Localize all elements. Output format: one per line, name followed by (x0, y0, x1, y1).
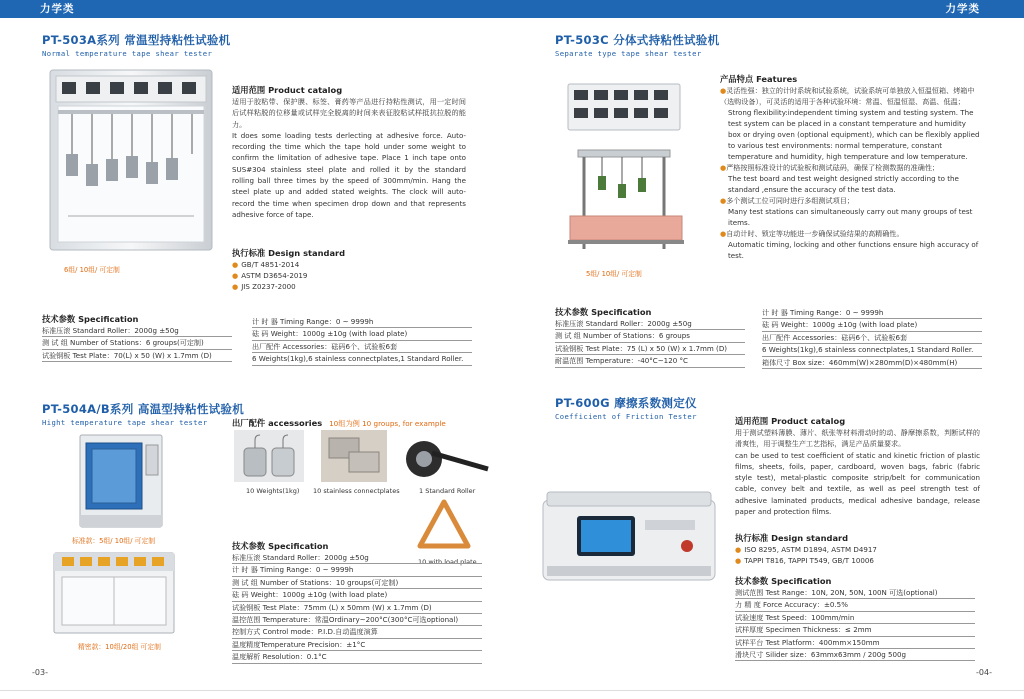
accessory-caption-weights: 10 Weights(1kg) (246, 487, 300, 495)
spec-list-600g (735, 587, 975, 661)
spec-row: 滑块尺寸 Silider size：63mmx63mm / 200g 500g (735, 649, 975, 661)
page-number-right: -04- (976, 668, 992, 677)
machine-image-504-standard (76, 431, 166, 531)
heading-design-standard-503a: 执行标准 Design standard (232, 248, 346, 258)
spec-right-503c (762, 307, 982, 369)
standard-item: ● JIS Z0237-2000 (232, 282, 296, 291)
spec-row: 试验钢板 Test Plate：70(L) x 50 (W) x 1.7mm (D) (42, 350, 232, 362)
standard-item: ● TAPPI T816, TAPPI T549, GB/T 10006 (735, 556, 874, 565)
spec-row: 试样平台 Test Platform：400mm×150mm (735, 637, 975, 649)
feature-item: ●自动计时、锁定等功能进一步确保试验结果的高精确性。 (720, 229, 904, 238)
spec-row: 测 试 组 Number of Stations：6 groups (555, 330, 745, 342)
machine-image-600g (537, 480, 722, 590)
machine-image-503a (42, 66, 222, 256)
product-subtitle-503c: Separate type tape shear tester (555, 49, 702, 58)
product-title-503c: PT-503C 分体式持粘性试验机 (555, 33, 720, 47)
product-subtitle-600g: Coefficient of Friction Tester (555, 412, 697, 421)
spec-row: 控制方式 Control mode：P.I.D.自动温度演算 (232, 626, 482, 638)
heading-specification-503c: 技术参数 Specification (555, 307, 652, 317)
spec-row: 耐温范围 Temperature：-40°C~120 °C (555, 355, 745, 367)
spec-row: 6 Weights(1kg),6 stainless connectplates,1 Standard Roller. (762, 344, 982, 356)
spec-row: 测试范围 Test Range：10N, 20N, 50N, 100N 可选(optional) (735, 587, 975, 599)
accessory-caption-roller: 1 Standard Roller (419, 487, 476, 495)
spec-row: 试样厚度 Specimen Thickness：≤ 2mm (735, 624, 975, 636)
spec-row: 计 时 器 Timing Range：0 ~ 9999h (762, 307, 982, 319)
product-subtitle-503a: Normal temperature tape shear tester (42, 49, 213, 58)
heading-specification-600g: 技术参数 Specification (735, 576, 832, 586)
caption-503c-groups: 5组/ 10组/ 可定制 (586, 270, 642, 278)
heading-specification-503a: 技术参数 Specification (42, 314, 139, 324)
description-503a-cn: 适用于胶粘带、保护膜、标签、膏药等产品进行持粘性测试，用一定时间后试样粘脱的位移量或试样完全脱离的时间来表征胶粘试样抵抗拉脱的能力。 (232, 97, 466, 129)
accessory-caption-load-plate: 10 with load plate (418, 558, 477, 566)
product-title-600g: PT-600G 摩擦系数测定仪 (555, 396, 697, 410)
heading-product-catalog-503a: 适用范围 Product catalog (232, 85, 343, 95)
spec-right-503a (252, 316, 472, 366)
accessory-caption-plates: 10 stainless connectplates (313, 487, 400, 495)
spec-row: 砝 码 Weight：1000g ±10g (with load plate) (252, 328, 472, 340)
description-503a-en: It does some loading tests derlecting at adhesive force. Auto-recording the time which the tape hold under some weight to confirm the limitation of adhesive tape. Place 1 inch tape onto SUS#304 stainless steel plate and rolled it by the standard rolling ball three times by the speed of 300mm/min. Hang the steel plate up and added stated weights. The clock will auto-record the time when specimen drop down and that represents adhesive force of tape. (232, 130, 466, 219)
header-category-left: 力学类 (40, 3, 75, 15)
header-category-right: 力学类 (945, 3, 980, 15)
feature-item-en: Many test stations can simultaneously carry out many groups of test items. (728, 207, 973, 227)
accessory-plates-image (321, 430, 387, 482)
spec-row: 温度解析 Resolution：0.1°C (232, 651, 482, 663)
product-title-503a: PT-503A系列 常温型持粘性试验机 (42, 33, 231, 47)
description-503a (232, 96, 466, 220)
spec-row: 标准压滚 Standard Roller：2000g ±50g (42, 325, 232, 337)
spec-row: 测 试 组 Number of Stations：6 groups(可定制) (42, 337, 232, 349)
machine-image-503c (562, 76, 692, 266)
spec-row: 标准压滚 Standard Roller：2000g ±50g (555, 318, 745, 330)
product-subtitle-504: Hight temperature tape shear tester (42, 418, 208, 427)
spec-row: 试验钢板 Test Plate：75mm (L) x 50mm (W) x 1.7mm (D) (232, 602, 482, 614)
accessory-triangle-plate-image (416, 498, 472, 552)
standards-list-503a (232, 259, 307, 292)
spec-row: 计 时 器 Timing Range：0 ~ 9999h (232, 564, 482, 576)
description-600g-en: can be used to test coefficient of static and kinetic friction of plastic films, sheets, foils, paper, cardboard, woven bags, fabric (fabric style test), metal-plastic composite strip/belt for communication cable, convey belt and textile, as well as peel strength test of adhesive laminated products, medical adhesive bandage, release paper and protection films. (735, 450, 980, 517)
accessories-note: 10组为例 10 groups, for example (329, 419, 446, 428)
spec-left-503c (555, 318, 745, 368)
caption-504-precision: 精密款：10组/20组 可定制 (78, 643, 161, 651)
standards-list-600g (735, 544, 877, 566)
spec-row: 测 试 组 Number of Stations：10 groups(可定制) (232, 577, 482, 589)
feature-item-en: Strong flexibility:independent timing system and testing system. The test system can be placed in a constant temperature and humidity box or drying oven (optional equipment), which can be flexibly applied to various test environments: normal temperature, constant temperature and humidity, high temperature and low temperature. (728, 108, 980, 161)
feature-item-en: The test board and test weight designed strictly according to the standard ,ensure the accuracy of the test data. (728, 174, 959, 194)
heading-product-catalog-600g: 适用范围 Product catalog (735, 416, 846, 426)
spec-row: 计 时 器 Timing Range：0 ~ 9999h (252, 316, 472, 328)
standard-item: ● ISO 8295, ASTM D1894, ASTM D4917 (735, 545, 877, 554)
spec-row: 箱体尺寸 Box size：460mm(W)×280mm(D)×480mm(H) (762, 357, 982, 369)
standard-item: ● GB/T 4851-2014 (232, 260, 300, 269)
feature-item: ●严格按照标准设计的试验板和测试砝码，确保了检测数据的准确性； (720, 163, 940, 172)
accessory-roller-image (402, 433, 492, 483)
heading-accessories-504: 出厂配件 accessories 10组为例 10 groups, for example (232, 418, 446, 428)
feature-item: ●多个测试工位可同时进行多组测试项目； (720, 196, 854, 205)
product-title-504: PT-504A/B系列 高温型持粘性试验机 (42, 402, 245, 416)
heading-design-standard-600g: 执行标准 Design standard (735, 533, 849, 543)
spec-row: 温控范围 Temperature：常温Ordinary~200°C(300°C可选optional) (232, 614, 482, 626)
page-number-left: -03- (32, 668, 48, 677)
feature-item: ●灵活性强：独立的计时系统和试验系统，试验系统可单独放入恒温恒箱、烤箱中（选购设备），可灵活的适用于各种试验环境：常温、恒温恒湿、高温、低温； (720, 86, 975, 106)
features-list-503c (720, 85, 980, 261)
standard-item: ● ASTM D3654-2019 (232, 271, 308, 280)
machine-image-504-precision (50, 547, 178, 637)
spec-row: 力 精 度 Force Accuracy：±0.5% (735, 599, 975, 611)
spec-row: 出厂配件 Accessories：砝码6个、试验板6套 (762, 332, 982, 344)
caption-503a-groups: 6组/ 10组/ 可定制 (64, 266, 120, 274)
spec-row: 标准压滚 Standard Roller：2000g ±50g (232, 552, 482, 564)
header-bar (0, 0, 1024, 18)
description-600g (735, 427, 980, 517)
heading-specification-504: 技术参数 Specification (232, 541, 329, 551)
heading-features-503c: 产品特点 Features (720, 74, 798, 84)
spec-list-504 (232, 552, 482, 664)
spec-row: 出厂配件 Accessories：砝码6个、试验板6套 (252, 341, 472, 353)
description-600g-cn: 用于测试塑料薄膜、薄片、纸张等材料滑动时的动、静摩擦系数，判断试样的滑爽性，用于调整生产工艺指标，满足产品质量要求。 (735, 428, 980, 449)
feature-item-en: Automatic timing, locking and other functions ensure high accuracy of test. (728, 240, 979, 260)
caption-504-standard: 标准款：5组/ 10组/ 可定制 (72, 537, 156, 545)
spec-row: 砝 码 Weight：1000g ±10g (with load plate) (762, 319, 982, 331)
spec-row: 试验钢板 Test Plate：75 (L) x 50 (W) x 1.7mm (D) (555, 343, 745, 355)
spec-row: 试验速度 Test Speed：100mm/min (735, 612, 975, 624)
bottom-divider (0, 690, 1024, 691)
spec-row: 砝 码 Weight：1000g ±10g (with load plate) (232, 589, 482, 601)
spec-left-503a (42, 325, 232, 362)
spec-row: 温度精度Temperature Precision：±1°C (232, 639, 482, 651)
spec-row: 6 Weights(1kg),6 stainless connectplates,1 Standard Roller. (252, 353, 472, 365)
accessory-weights-image (234, 430, 304, 482)
